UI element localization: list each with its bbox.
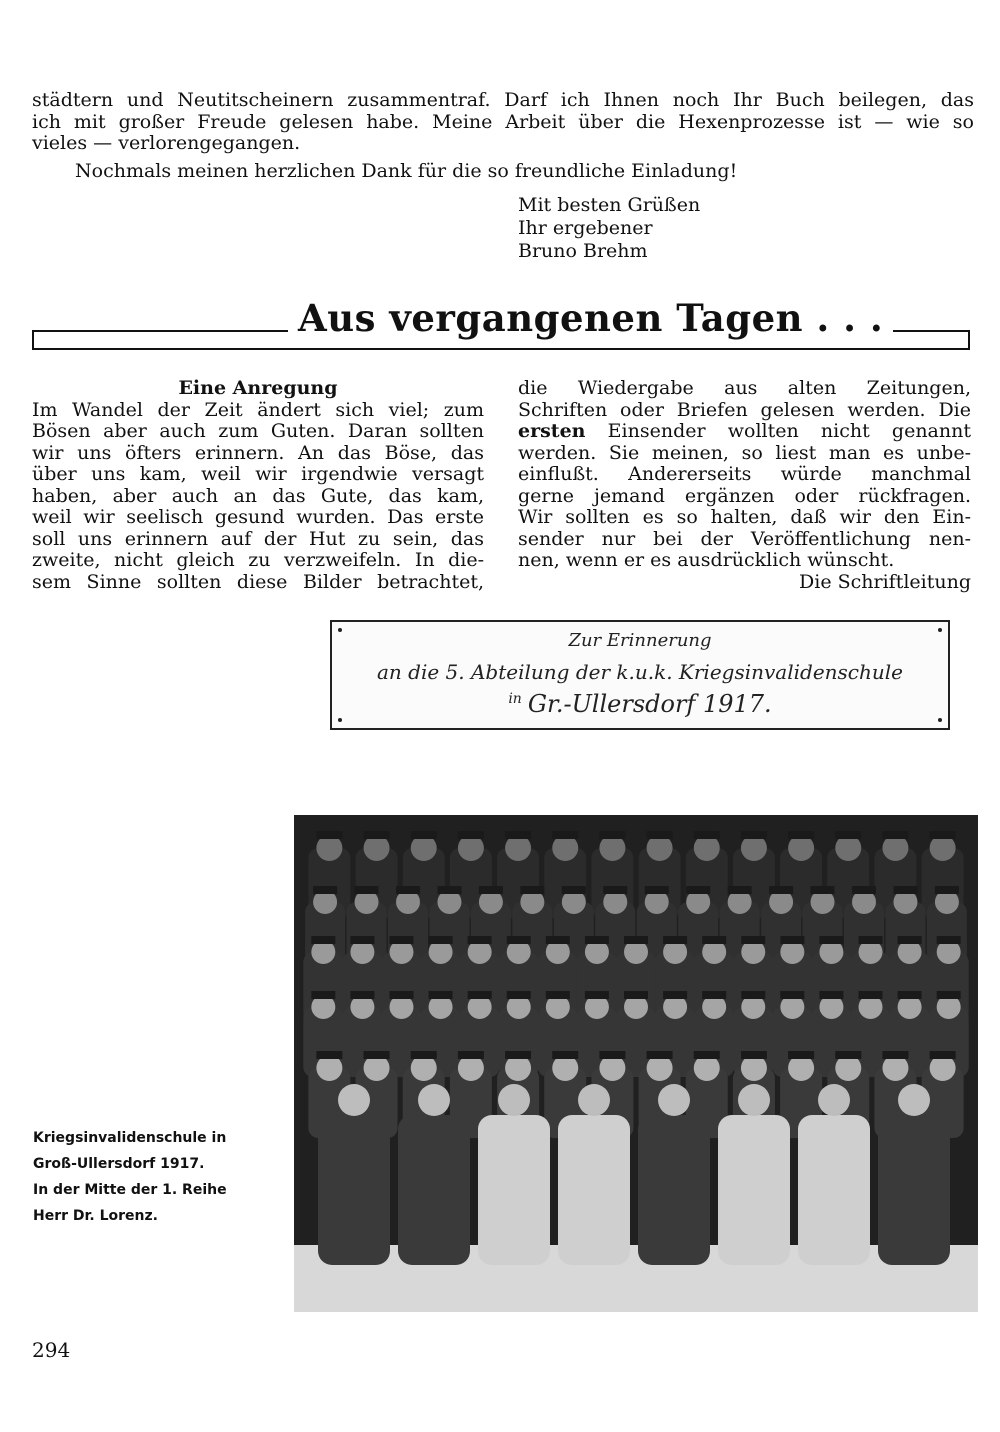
- figure-head-front: [898, 1084, 930, 1116]
- figure-body-front: [638, 1115, 710, 1265]
- figure-cap: [769, 886, 793, 894]
- article-line-rest: Einsender wollten nicht genannt: [607, 420, 971, 442]
- figure-cap: [788, 1051, 814, 1059]
- figure-cap: [389, 936, 413, 944]
- letter-closing: [518, 194, 700, 263]
- figure-head-front: [658, 1084, 690, 1116]
- figure-cap: [852, 886, 876, 894]
- inscription-place-date: Gr.-Ullersdorf 1917.: [527, 690, 772, 718]
- figure-head-front: [498, 1084, 530, 1116]
- figure-cap: [741, 991, 765, 999]
- figure-head-front: [738, 1084, 770, 1116]
- figure-cap: [355, 886, 379, 894]
- figure-cap: [552, 831, 578, 839]
- figure-cap: [429, 936, 453, 944]
- figure-cap: [468, 991, 492, 999]
- figure-cap: [599, 1051, 625, 1059]
- article-line: Im Wandel der Zeit ändert sich viel; zum: [32, 398, 484, 421]
- thanks-line: Nochmals meinen herzlichen Dank für die so freundliche Einladung!: [75, 160, 738, 182]
- figure-cap: [505, 831, 531, 839]
- article-line: nen, wenn er es ausdrücklich wünscht.: [518, 549, 895, 571]
- figure-cap: [898, 991, 922, 999]
- inscription-prefix: in: [508, 691, 522, 707]
- figure-cap: [645, 886, 669, 894]
- photo-ground: [294, 1245, 978, 1312]
- figure-cap: [788, 831, 814, 839]
- figure-cap: [311, 936, 335, 944]
- figure-cap: [935, 886, 959, 894]
- article-line: Wir sollten es so halten, daß wir den Ein-: [518, 506, 971, 528]
- article-line: die Wiedergabe aus alten Zeitungen,: [518, 377, 971, 399]
- article-line: haben, aber auch an das Gute, das kam,: [32, 484, 484, 507]
- figure-cap: [882, 831, 908, 839]
- figure-cap: [520, 886, 544, 894]
- article-line: Schriften oder Briefen gelesen werden. Die: [518, 398, 971, 421]
- figure-cap: [835, 1051, 861, 1059]
- figure-cap: [468, 936, 492, 944]
- group-photo-drawing: [294, 815, 978, 1312]
- article-right-column: [518, 378, 971, 593]
- article-line: sem Sinne sollten diese Bilder betrachtet,: [32, 570, 484, 593]
- figure-cap: [728, 886, 752, 894]
- article-line: werden. Sie meinen, so liest man es unbe-: [518, 441, 971, 464]
- photo-caption: [33, 1125, 283, 1229]
- closing-greeting: Mit besten Grüßen: [518, 194, 701, 216]
- figure-cap: [741, 936, 765, 944]
- figure-cap: [647, 831, 673, 839]
- article-left-column: [32, 378, 484, 593]
- figure-cap: [694, 831, 720, 839]
- figure-cap: [741, 1051, 767, 1059]
- figure-head-front: [818, 1084, 850, 1116]
- figure-cap: [507, 936, 531, 944]
- group-photo: [294, 815, 978, 1312]
- article-line-with-bold: [518, 421, 971, 443]
- inscription-line-2: an die 5. Abteilung der k.u.k. Kriegsinvalidenschule: [376, 660, 903, 684]
- figure-cap: [835, 831, 861, 839]
- inscription-line-3: [332, 690, 948, 718]
- figure-cap: [585, 936, 609, 944]
- figure-head-front: [578, 1084, 610, 1116]
- article-line: zweite, nicht gleich zu verzweifeln. In die-: [32, 549, 484, 571]
- figure-cap: [437, 886, 461, 894]
- figure-cap: [930, 1051, 956, 1059]
- figure-cap: [505, 1051, 531, 1059]
- figure-body-front: [398, 1115, 470, 1265]
- article-heading: Eine Anregung: [178, 377, 338, 399]
- figure-cap: [859, 991, 883, 999]
- figure-head-front: [418, 1084, 450, 1116]
- figure-cap: [350, 991, 374, 999]
- figure-cap: [811, 886, 835, 894]
- figure-cap: [411, 1051, 437, 1059]
- figure-cap: [316, 831, 342, 839]
- closing-name: Bruno Brehm: [518, 240, 648, 262]
- figure-cap: [937, 991, 961, 999]
- figure-cap: [507, 991, 531, 999]
- figure-head-front: [338, 1084, 370, 1116]
- figure-cap: [663, 991, 687, 999]
- article-line: weil wir seelisch gesund wurden. Das erste: [32, 506, 484, 528]
- figure-cap: [316, 1051, 342, 1059]
- figure-cap: [702, 991, 726, 999]
- figure-cap: [937, 936, 961, 944]
- intro-line: ich mit großer Freude gelesen habe. Meine Arbeit über die Hexenprozesse ist — wie so: [32, 110, 974, 133]
- article-line: wir uns öfters erinnern. An das Böse, das: [32, 441, 484, 464]
- figure-cap: [411, 831, 437, 839]
- figure-cap: [562, 886, 586, 894]
- inscription-plate: [330, 620, 950, 730]
- page-number: 294: [32, 1338, 71, 1362]
- article-line: einflußt. Andererseits würde manchmal: [518, 463, 971, 485]
- figure-cap: [599, 831, 625, 839]
- figure-cap: [930, 831, 956, 839]
- caption-line: In der Mitte der 1. Reihe: [33, 1182, 227, 1198]
- figure-cap: [458, 831, 484, 839]
- figure-body-front: [718, 1115, 790, 1265]
- figure-cap: [546, 936, 570, 944]
- intro-line: städtern und Neutitscheinern zusammentraf. Darf ich Ihnen noch Ihr Buch beilegen, das: [32, 89, 974, 111]
- inscription-line-1: Zur Erinnerung: [568, 630, 712, 651]
- section-title: Aus vergangenen Tagen . . .: [288, 296, 893, 340]
- figure-body-front: [798, 1115, 870, 1265]
- article-line: soll uns erinnern auf der Hut zu sein, das: [32, 527, 484, 550]
- figure-cap: [585, 991, 609, 999]
- figure-cap: [624, 991, 648, 999]
- caption-line: Herr Dr. Lorenz.: [33, 1208, 158, 1224]
- figure-cap: [694, 1051, 720, 1059]
- figure-cap: [364, 831, 390, 839]
- figure-body-front: [878, 1115, 950, 1265]
- figure-cap: [389, 991, 413, 999]
- figure-cap: [663, 936, 687, 944]
- figure-cap: [479, 886, 503, 894]
- figure-cap: [364, 1051, 390, 1059]
- bold-word: ersten: [518, 420, 586, 442]
- article-line: gerne jemand ergänzen oder rückfragen.: [518, 484, 971, 507]
- article-line: Bösen aber auch zum Guten. Daran sollten: [32, 420, 484, 442]
- figure-cap: [702, 936, 726, 944]
- figure-cap: [429, 991, 453, 999]
- section-header: [32, 296, 972, 358]
- figure-cap: [859, 936, 883, 944]
- article-line: über uns kam, weil wir irgendwie versagt: [32, 463, 484, 485]
- figure-cap: [311, 991, 335, 999]
- figure-cap: [898, 936, 922, 944]
- figure-cap: [624, 936, 648, 944]
- figure-cap: [396, 886, 420, 894]
- figure-cap: [882, 1051, 908, 1059]
- figure-cap: [603, 886, 627, 894]
- figure-cap: [819, 991, 843, 999]
- figure-cap: [350, 936, 374, 944]
- intro-paragraph: [32, 90, 974, 155]
- closing-sign-off: Ihr ergebener: [518, 217, 653, 239]
- figure-body-front: [478, 1115, 550, 1265]
- figure-cap: [893, 886, 917, 894]
- figure-cap: [780, 936, 804, 944]
- article-line: sender nur bei der Veröffentlichung nen-: [518, 527, 971, 550]
- figure-cap: [313, 886, 337, 894]
- figure-cap: [546, 991, 570, 999]
- figure-cap: [552, 1051, 578, 1059]
- caption-line: Groß-Ullersdorf 1917.: [33, 1156, 205, 1172]
- figure-cap: [686, 886, 710, 894]
- figure-cap: [741, 831, 767, 839]
- figure-cap: [458, 1051, 484, 1059]
- figure-cap: [819, 936, 843, 944]
- caption-line: Kriegsinvalidenschule in: [33, 1130, 227, 1146]
- figure-cap: [780, 991, 804, 999]
- figure-body-front: [318, 1115, 390, 1265]
- figure-body-front: [558, 1115, 630, 1265]
- article-signature: Die Schriftleitung: [799, 570, 971, 593]
- figure-cap: [647, 1051, 673, 1059]
- intro-line: vieles — verlorengegangen.: [32, 132, 301, 154]
